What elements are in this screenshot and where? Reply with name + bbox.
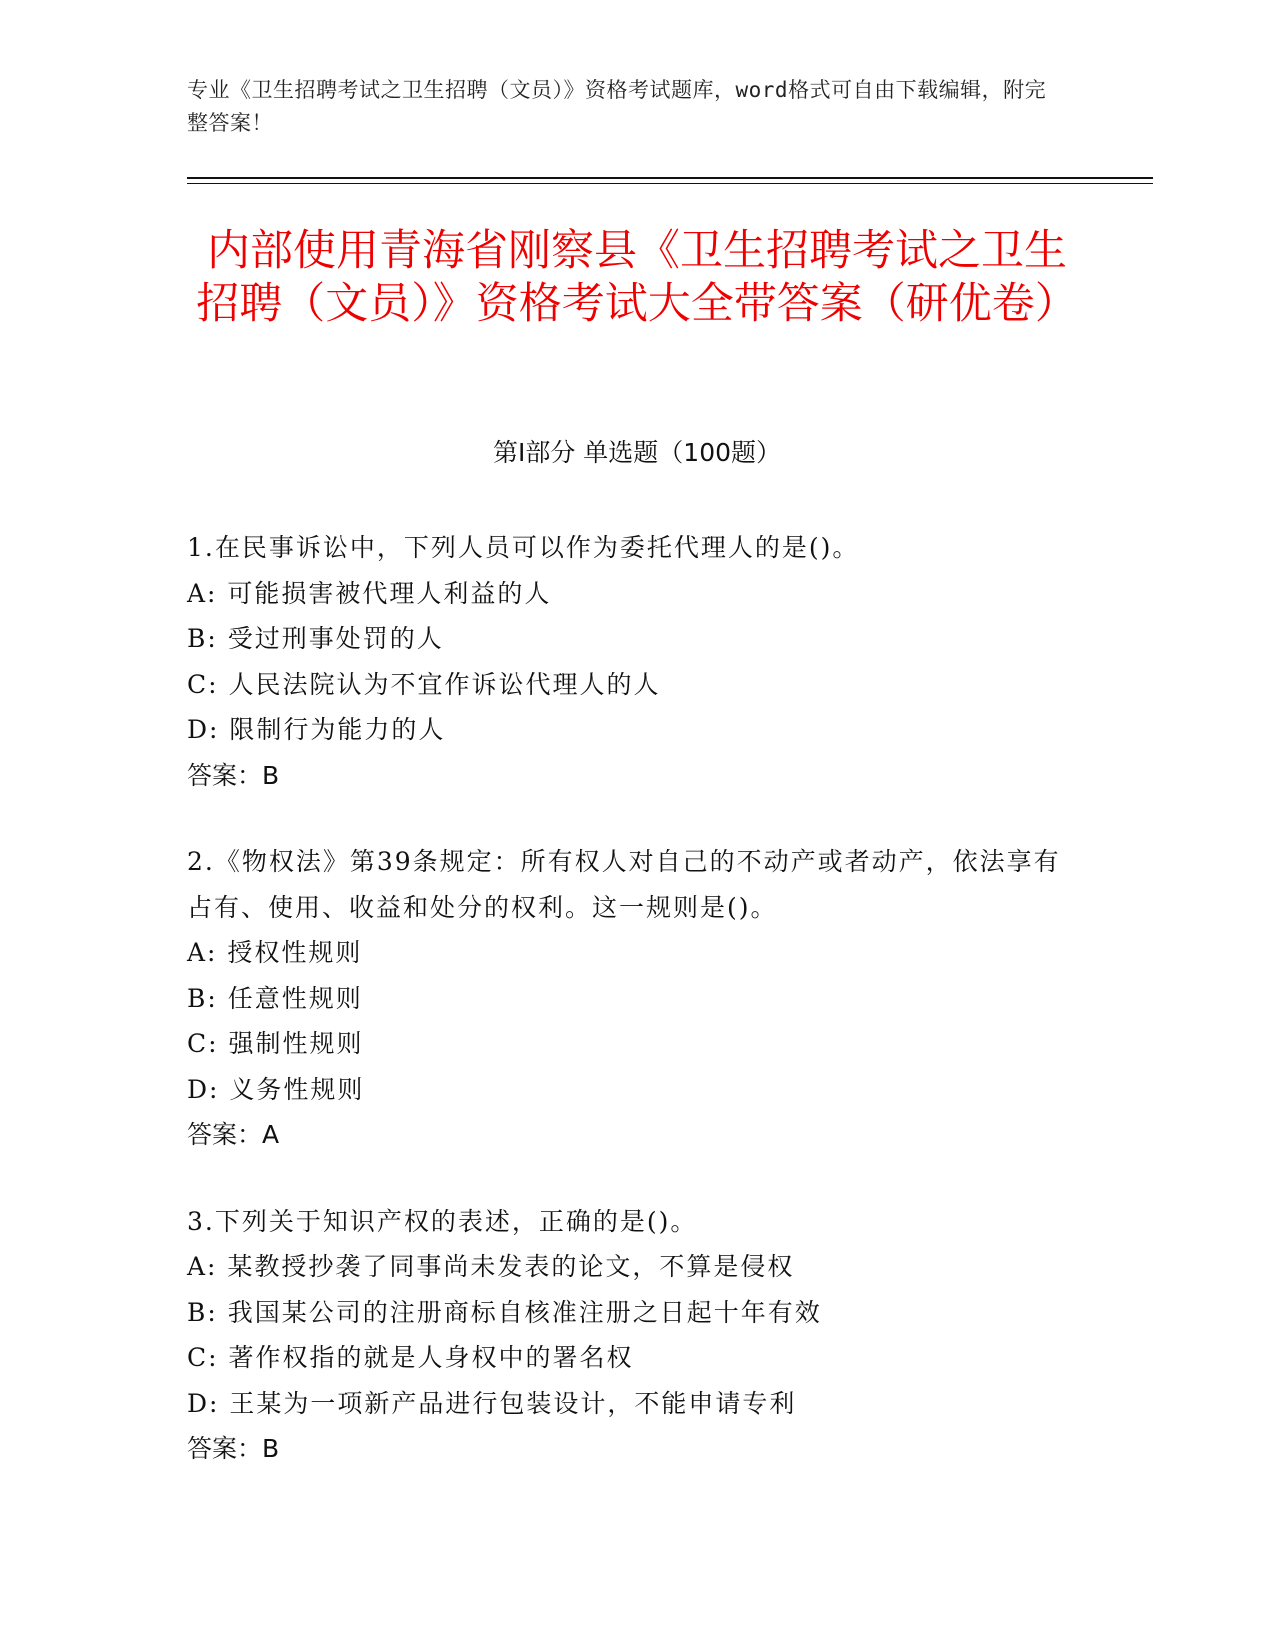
answer: 答案：A bbox=[187, 1120, 280, 1149]
option-a: A: 可能损害被代理人利益的人 bbox=[187, 578, 552, 608]
question-1 bbox=[187, 525, 1087, 798]
option-a: A: 授权性规则 bbox=[187, 938, 363, 967]
question-3 bbox=[187, 1199, 1087, 1472]
header-divider-thin bbox=[187, 183, 1153, 184]
option-a: A: 某教授抄袭了同事尚未发表的论文，不算是侵权 bbox=[187, 1252, 795, 1281]
question-stem: 2.《物权法》第39条规定：所有权人对自己的不动产或者动产，依法享有占有、使用、收益和处分的权利。这一规则是()。 bbox=[187, 847, 1061, 922]
option-c: C: 人民法院认为不宜作诉讼代理人的人 bbox=[187, 669, 661, 699]
option-d: D: 限制行为能力的人 bbox=[187, 715, 446, 744]
option-c: C: 著作权指的就是人身权中的署名权 bbox=[187, 1343, 634, 1372]
section-title: 第Ⅰ部分 单选题（100题） bbox=[492, 438, 782, 467]
question-stem: 3.下列关于知识产权的表述，正确的是()。 bbox=[187, 1206, 698, 1236]
option-b: B: 我国某公司的注册商标自核准注册之日起十年有效 bbox=[187, 1297, 822, 1327]
answer: 答案：B bbox=[187, 760, 280, 790]
question-list bbox=[187, 525, 1087, 1513]
option-c: C: 强制性规则 bbox=[187, 1029, 364, 1058]
document-title: 内部使用青海省刚察县《卫生招聘考试之卫生招聘（文员）》资格考试大全带答案（研优卷） bbox=[196, 226, 1078, 329]
option-d: D: 义务性规则 bbox=[187, 1074, 365, 1104]
option-b: B: 受过刑事处罚的人 bbox=[187, 624, 444, 653]
question-2 bbox=[187, 839, 1087, 1158]
option-b: B: 任意性规则 bbox=[187, 983, 363, 1013]
option-d: D: 王某为一项新产品进行包装设计，不能申请专利 bbox=[187, 1388, 797, 1418]
header-divider-thick bbox=[187, 177, 1153, 179]
answer: 答案：B bbox=[187, 1434, 280, 1463]
question-stem: 1.在民事诉讼中，下列人员可以作为委托代理人的是()。 bbox=[187, 533, 860, 562]
header-note: 专业《卫生招聘考试之卫生招聘（文员）》资格考试题库，word格式可自由下载编辑，附完整答案！ bbox=[187, 78, 1047, 135]
